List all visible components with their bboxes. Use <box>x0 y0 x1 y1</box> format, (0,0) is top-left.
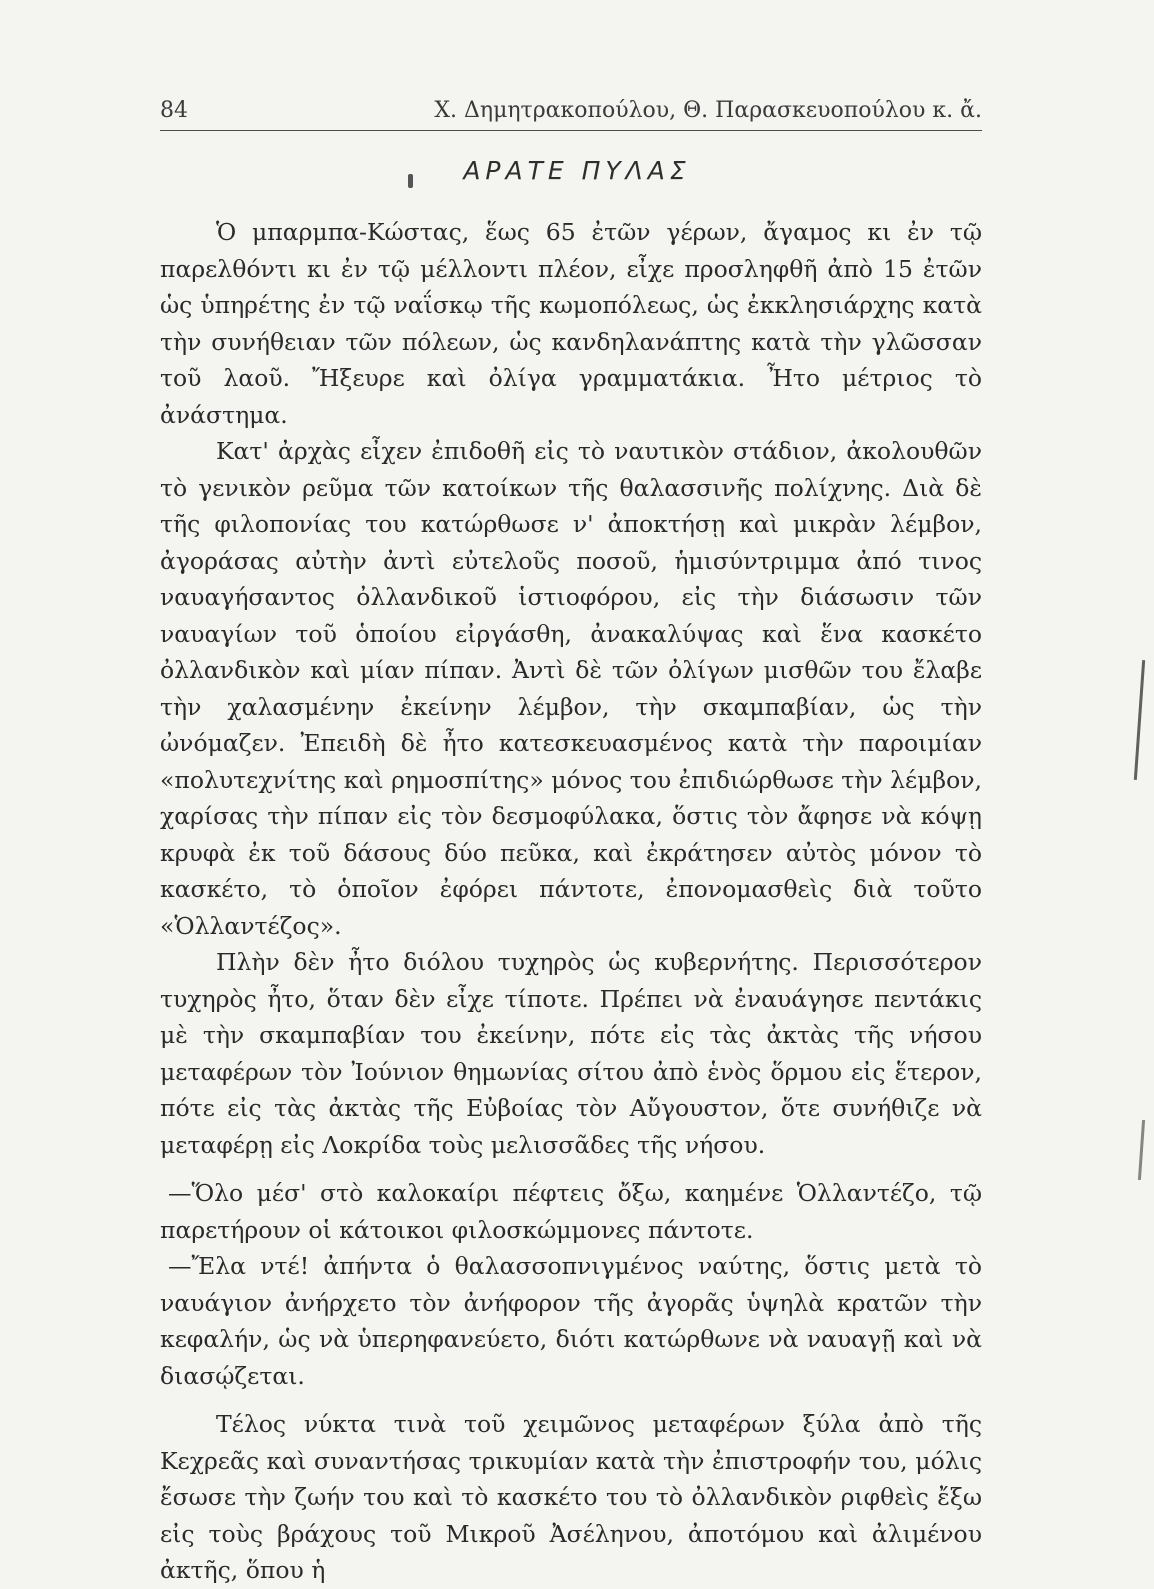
paragraph: Πλὴν δὲν ἦτο διόλου τυχηρὸς ὡς κυβερνήτης. Περισσότερον τυχηρὸς ἦτο, ὅταν δὲν εἶχε τίποτε. Πρέπει νὰ ἐναυάγησε πεντάκις μὲ τὴν σκαμπαβίαν του ἐκείνην, πότε εἰς τὰς ἀκτὰς τῆς νήσου μεταφέρων τὸν Ἰούνιον θημωνίας σίτου ἀπὸ ἑνὸς ὅρμου εἰς ἕτερον, πότε εἰς τὰς ἀκτὰς τῆς Εὐβοίας τὸν Αὔγουστον, ὅτε συνήθιζε νὰ μεταφέρῃ εἰς Λοκρίδα τοὺς μελισσᾶδες τῆς νήσου. <box>160 948 982 1159</box>
header-rule <box>160 130 982 131</box>
paragraph: Τέλος νύκτα τινὰ τοῦ χειμῶνος μεταφέρων ξύλα ἀπὸ τῆς Κεχρεᾶς καὶ συναντήσας τρικυμίαν κατὰ τὴν ἐπιστροφήν του, μόλις ἔσωσε τὴν ζωήν του καὶ τὸ κασκέτο του τὸ ὀλλανδικὸν ριφθεὶς ἔξω εἰς τοὺς βράχους τοῦ Μικροῦ Ἀσέληνου, ἀποτόμου καὶ ἀλιμένου ἀκτῆς, ὅπου ἡ <box>160 1410 982 1584</box>
paragraph: Κατ' ἀρχὰς εἶχεν ἐπιδοθῆ εἰς τὸ ναυτικὸν στάδιον, ἀκολουθῶν τὸ γενικὸν ρεῦμα τῶν κατοίκων τῆς θαλασσινῆς πολίχνης. Διὰ δὲ τῆς φιλοπονίας του κατώρθωσε ν' ἀποκτήσῃ καὶ μικρὰν λέμβον, ἀγοράσας αὐτὴν ἀντὶ εὐτελοῦς ποσοῦ, ἡμισύντριμμα ἀπό τινος ναυαγήσαντος ὀλλανδικοῦ ἱστιοφόρου, εἰς τὴν διάσωσιν τῶν ναυαγίων τοῦ ὁποίου εἰργάσθη, ἀνακαλύψας καὶ ἕνα κασκέτο ὀλλανδικὸν καὶ μίαν πίπαν. Ἀντὶ δὲ τῶν ὀλίγων μισθῶν του ἔλαβε τὴν χαλασμένην ἐκείνην λέμβον, τὴν σκαμπαβίαν, ὡς τὴν ὠνόμαζεν. Ἐπειδὴ δὲ ἦτο κατεσκευασμένος κατὰ τὴν παροιμίαν «πολυτεχνίτης καὶ ρημοσπίτης» μόνος του ἐπιδιώρθωσε τὴν λέμβον, χαρίσας τὴν πίπαν εἰς τὸν δεσμοφύλακα, ὅστις τὸν ἄφησε νὰ κόψῃ κρυφὰ ἐκ τοῦ δάσους δύο πεῦκα, καὶ ἐκράτησεν αὐτὸς μόνον τὸ κασκέτο, τὸ ὁποῖον ἐφόρει πάντοτε, ἐπονομασθεὶς διὰ τοῦτο «Ὁλλαντέζος». <box>160 437 982 940</box>
margin-mark <box>1138 1120 1145 1180</box>
chapter-title: ΑΡΑΤΕ ΠΥΛΑΣ <box>463 156 691 185</box>
dialog-line: —Ὅλο μέσ' στὸ καλοκαίρι πέφτεις ὄξω, καημένε Ὁλλαντέζο, τῷ παρετήρουν οἱ κάτοικοι φιλοσκώμμονες πάντοτε. <box>160 1179 982 1244</box>
dialog-line: —Ἔλα ντέ! ἀπήντα ὁ θαλασσοπνιγμένος ναύτης, ὅστις μετὰ τὸ ναυάγιον ἀνήρχετο τὸν ἀνήφορον τῆς ἀγορᾶς ὑψηλὰ κρατῶν τὴν κεφαλήν, ὡς νὰ ὑπερηφανεύετο, διότι κατώρθωνε νὰ ναυαγῇ καὶ νὰ διασῴζεται. <box>160 1252 982 1390</box>
body-text <box>160 214 982 1589</box>
paragraph: Ὁ μπαρμπα-Κώστας, ἕως 65 ἐτῶν γέρων, ἄγαμος κι ἐν τῷ παρελθόντι κι ἐν τῷ μέλλοντι πλέον, εἶχε προσληφθῆ ἀπὸ 15 ἐτῶν ὡς ὑπηρέτης ἐν τῷ ναΐσκῳ τῆς κωμοπόλεως, ὡς ἐκκλησιάρχης κατὰ τὴν συνήθειαν τῶν πόλεων, ὡς κανδηλανάπτης κατὰ τὴν γλῶσσαν τοῦ λαοῦ. Ἤξευρε καὶ ὀλίγα γραμματάκια. Ἦτο μέτριος τὸ ἀνάστημα. <box>160 218 982 429</box>
running-title: Χ. Δημητρακοπούλου, Θ. Παρασκευοπούλου κ. ἄ. <box>434 98 982 123</box>
margin-mark <box>1134 660 1145 780</box>
page-number: 84 <box>160 98 188 123</box>
running-header <box>160 98 982 123</box>
